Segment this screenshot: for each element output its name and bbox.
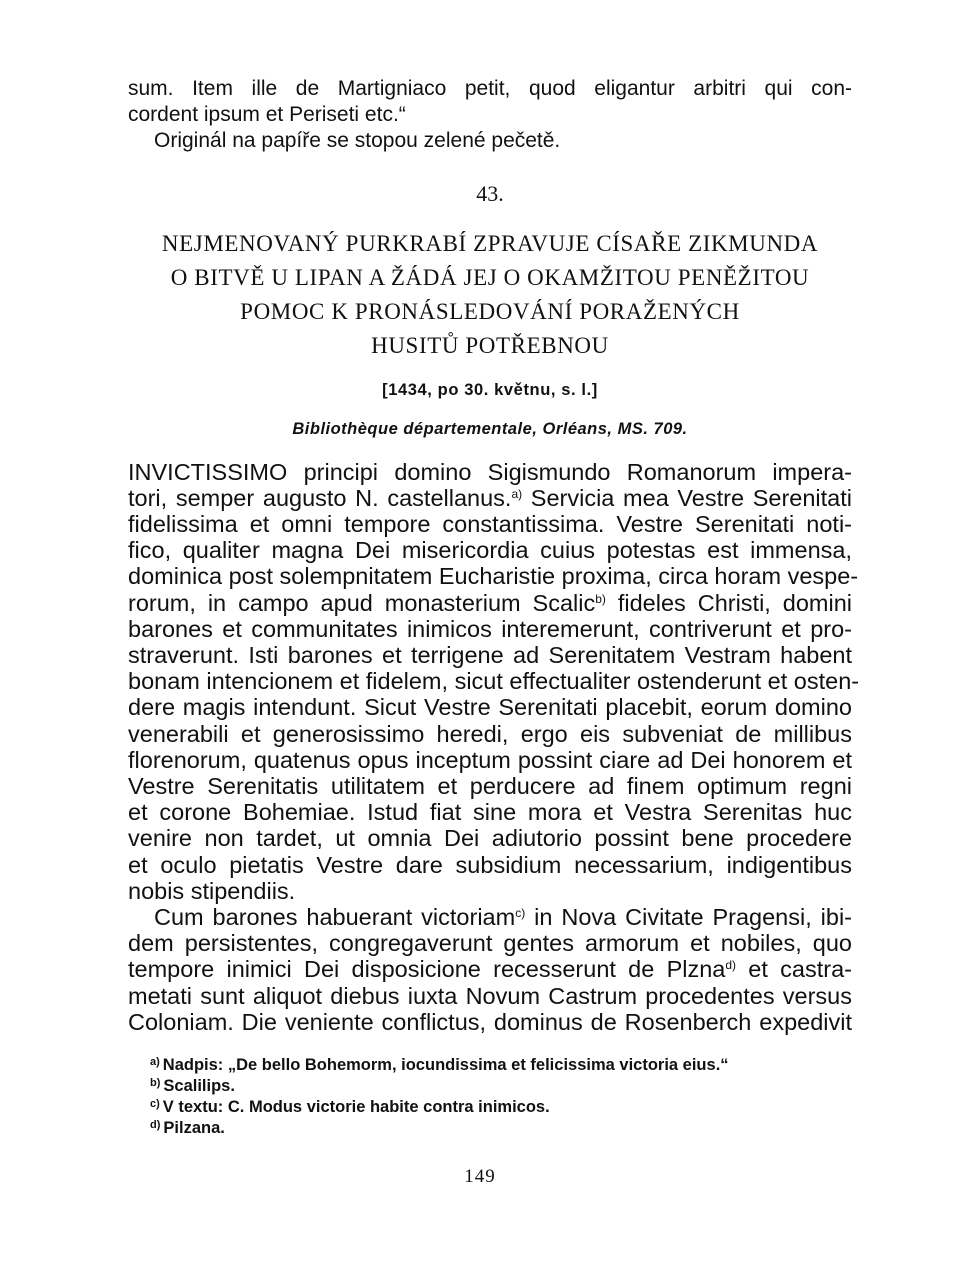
body-line: florenorum, quatenus opus inceptum possint ciare ad Dei honorem et bbox=[128, 746, 852, 773]
footnote-text: Scalilips. bbox=[163, 1077, 235, 1096]
body-line: dere magis intendunt. Sicut Vestre Serenitati placebit, eorum domino bbox=[128, 694, 852, 721]
footnotes bbox=[128, 1055, 852, 1139]
footnote-mark: c) bbox=[150, 1098, 160, 1111]
footnote-mark: b) bbox=[150, 1077, 161, 1090]
footnote-ref: c) bbox=[515, 906, 526, 921]
body-line: barones et communitates inimicos interemerunt, contriverunt et pro- bbox=[128, 615, 852, 642]
body-text-segment: fideles Christi, domini bbox=[605, 589, 853, 616]
body-line: metati sunt aliquot diebus iuxta Novum Castrum procedentes versus bbox=[128, 982, 852, 1009]
document-number: 43. bbox=[476, 180, 504, 206]
body-line: fidelissima et omni tempore constantissima. Vestre Serenitati noti- bbox=[128, 511, 852, 538]
intro-block bbox=[128, 76, 852, 155]
body-line: dem persistentes, congregaverunt gentes armorum et nobiles, quo bbox=[128, 930, 852, 957]
body-line: et oculo pietatis Vestre dare subsidium necessarium, indigentibus bbox=[128, 851, 852, 878]
body-text-segment: tempore inimici Dei disposicione recesserunt de Plzna bbox=[128, 956, 726, 983]
intro-line: cordent ipsum et Periseti etc.“ bbox=[128, 103, 406, 127]
body-line: venerabili et generosissimo heredi, ergo eis subveniat de millibus bbox=[128, 720, 852, 747]
heading-line: POMOC K PRONÁSLEDOVÁNÍ PORAŽENÝCH bbox=[240, 298, 740, 324]
body-line: venire non tardet, ut omnia Dei adiutorio possint bene procedere bbox=[128, 825, 852, 852]
body-line: fico, qualiter magna Dei misericordia cuius potestas est immensa, bbox=[128, 537, 852, 564]
body-line: nobis stipendiis. bbox=[128, 877, 296, 904]
footnote-item bbox=[150, 1055, 852, 1076]
footnote-text: V textu: C. Modus victorie habite contra inimicos. bbox=[162, 1098, 550, 1117]
body-line: INVICTISSIMO principi domino Sigismundo Romanorum impera- bbox=[128, 458, 852, 485]
footnote-ref: a) bbox=[511, 486, 523, 501]
body-line bbox=[128, 590, 852, 616]
body-text-segment: Cum barones habuerant victoriam bbox=[154, 904, 516, 931]
body-line: straverunt. Isti barones et terrigene ad Serenitatem Vestram habent bbox=[128, 642, 852, 669]
document-source: Bibliothèque départementale, Orléans, MS. 709. bbox=[292, 419, 688, 438]
heading-line: O BITVĚ U LIPAN A ŽÁDÁ JEJ O OKAMŽITOU PENĚŽITOU bbox=[170, 264, 810, 290]
footnote-text: Pilzana. bbox=[163, 1119, 225, 1138]
body-text-segment: et castra- bbox=[736, 956, 852, 983]
body-line: Coloniam. Die veniente conflictus, dominus de Rosenberch expedivit bbox=[128, 1008, 852, 1035]
heading-line: HUSITŮ POTŘEBNOU bbox=[371, 332, 609, 358]
body-line: bonam intencionem et fidelem, sicut effectualiter ostenderunt et osten- bbox=[128, 668, 860, 695]
body-line bbox=[128, 956, 852, 982]
document-date: [1434, po 30. květnu, s. l.] bbox=[382, 380, 598, 399]
footnote-ref: d) bbox=[725, 958, 737, 973]
body-line bbox=[128, 904, 852, 930]
body-line: dominica post solempnitatem Eucharistie proxima, circa horam vespe- bbox=[128, 563, 859, 590]
footnote-mark: a) bbox=[150, 1056, 160, 1069]
body-line bbox=[128, 485, 852, 511]
heading-line: NEJMENOVANÝ PURKRABÍ ZPRAVUJE CÍSAŘE ZIKMUNDA bbox=[161, 230, 819, 256]
footnote-item bbox=[150, 1118, 852, 1139]
footnote-item bbox=[150, 1097, 852, 1118]
footnote-item bbox=[150, 1076, 852, 1097]
footnote-text: Nadpis: „De bello Bohemorm, iocundissima et felicissima victoria eius.“ bbox=[162, 1056, 729, 1075]
body-text-segment: tori, semper augusto N. castellanus. bbox=[128, 484, 512, 511]
letter-body bbox=[128, 458, 860, 1035]
page-number: 149 bbox=[464, 1166, 496, 1187]
body-text-segment: rorum, in campo apud monasterium Scalic bbox=[128, 589, 596, 616]
footnote-ref: b) bbox=[595, 591, 606, 606]
footnote-mark: d) bbox=[150, 1119, 161, 1132]
body-line: Vestre Serenitatis utilitatem et perducere ad finem optimum regni bbox=[128, 773, 852, 800]
body-text-segment: in Nova Civitate Pragensi, ibi- bbox=[525, 904, 852, 931]
body-line: et corone Bohemiae. Istud fiat sine mora et Vestra Serenitas huc bbox=[128, 799, 852, 826]
intro-line: sum. Item ille de Martigniaco petit, quod eligantur arbitri qui con- bbox=[128, 77, 852, 100]
page-content bbox=[128, 76, 860, 1139]
original-note: Originál na papíře se stopou zelené pečetě. bbox=[154, 129, 561, 153]
body-text-segment: Servicia mea Vestre Serenitati bbox=[522, 484, 852, 511]
document-heading bbox=[128, 227, 852, 363]
